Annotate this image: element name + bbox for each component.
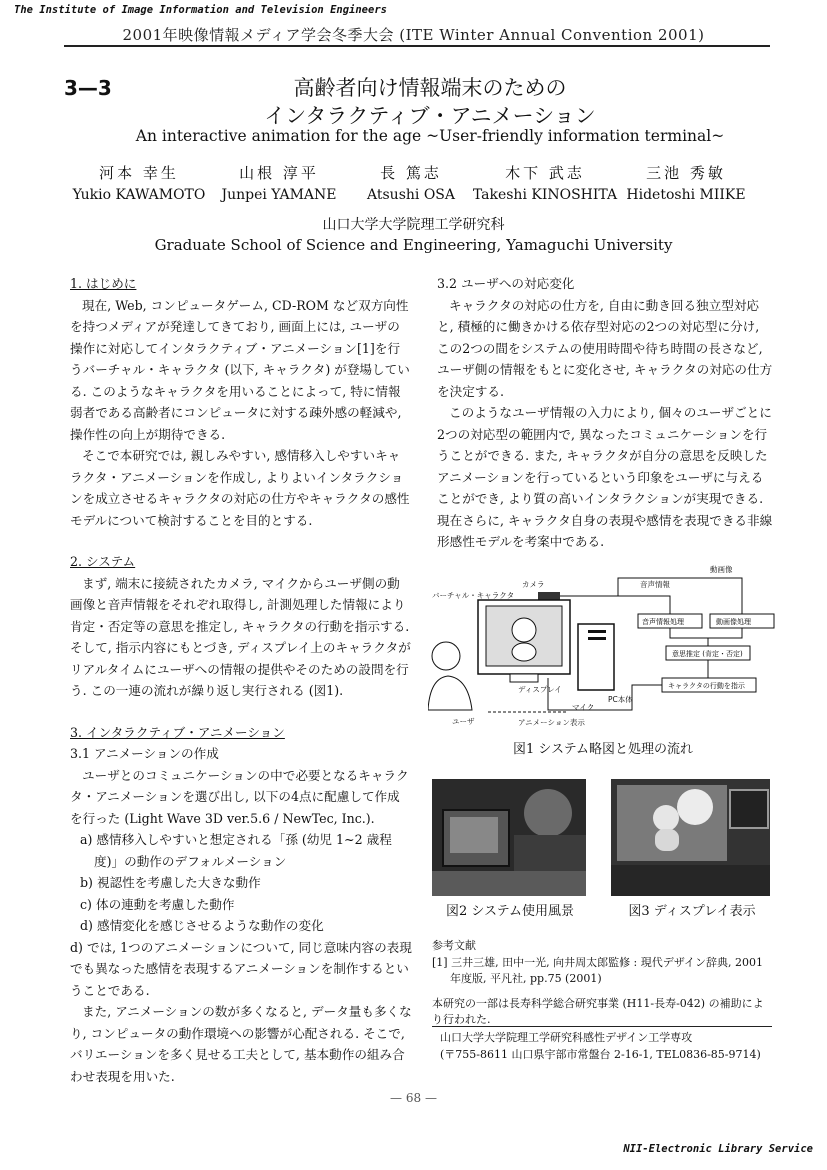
section-heading: 1. はじめに	[70, 276, 137, 291]
subsection-heading: 3.2 ユーザへの対応変化	[437, 276, 575, 291]
affiliation-en: Graduate School of Science and Engineering, Yamaguchi University	[154, 236, 673, 254]
fig1-label-audio: 音声情報	[640, 580, 670, 589]
user-icon	[428, 642, 472, 710]
affiliation-jp: 山口大学大学院理工学研究科	[322, 217, 505, 233]
funding-note: 本研究の一部は長寿科学総合研究事業 (H11-長寿-042) の補助により行われた.	[432, 996, 764, 1026]
paragraph: そこで本研究では, 親しみやすい, 感情移入しやすいキャラクタ・アニメーションを作成し, よりよいインタラクションを成立させるキャラクタの対応の仕方やキャラクタの感性モデルについて検討することを目的とする.	[70, 448, 410, 528]
header-rule	[64, 45, 770, 47]
paper-number: 3—3	[64, 76, 112, 100]
fig1-label-anim: アニメーション表示	[518, 718, 585, 727]
library-footer: NII-Electronic Library Service	[623, 1143, 813, 1155]
camera-icon	[538, 592, 560, 600]
fig1-label-instruct: キャラクタの行動を指示	[668, 682, 745, 690]
fig1-label-camera: カメラ	[522, 580, 545, 589]
subsection-heading: 3.1 アニメーションの作成	[70, 746, 219, 761]
paragraph: このようなユーザ情報の入力により, 個々のユーザごとに2つの対応型の範囲内で, 異なったコミュニケーションを行うことができる. また, キャラクタが自分の意思を反映したアニメーションを行っているという印象をユーザに与えることができ, より質の高いインタラクションが実現できる. 現在さらに, キャラクタ自身の表現や感情を表現できる非線形感性モデルを考案中である.	[437, 405, 773, 549]
pc-tower-icon	[578, 624, 614, 690]
title-jp-line2: インタラクティブ・アニメーション	[264, 104, 596, 128]
list-item: b) 視認性を考慮した大きな動作	[80, 875, 261, 890]
author-jp: 河本 幸生	[99, 164, 179, 182]
author-jp: 木下 武志	[505, 164, 585, 182]
contact-line: (〒755-8611 山口県宇部市常盤台 2-16-1, TEL0836-85-9714)	[440, 1047, 761, 1061]
author-3	[352, 162, 470, 203]
section-heading: 2. システム	[70, 554, 136, 569]
author-4	[470, 162, 620, 203]
paragraph: d) では, 1つのアニメーションについて, 同じ意味内容の表現でも異なった感情を表現するアニメーションを制作するということである.	[70, 939, 412, 998]
fig1-label-intent: 意思推定 (肯定・否定)	[672, 650, 743, 658]
society-header: The Institute of Image Information and Television Engineers	[14, 4, 387, 16]
section-heading: 3. インタラクティブ・アニメーション	[70, 724, 285, 740]
fig1-label-pc: PC本体	[608, 695, 633, 704]
fig1-label-mic: マイク	[572, 703, 595, 712]
page-number: — 68 —	[390, 1091, 437, 1105]
fig1-label-display: ディスプレイ	[518, 685, 562, 694]
paragraph: ユーザとのコミュニケーションの中で必要となるキャラクタ・アニメーションを選び出し, 以下の4点に配慮して作成を行った (Light Wave 3D ver.5.6 / NewTec, Inc.).	[70, 767, 409, 826]
paragraph: まず, 端末に接続されたカメラ, マイクからユーザ側の動画像と音声情報をそれぞれ取得し, 計測処理した情報により肯定・否定等の意思を推定し, キャラクタの行動を指示する. そして, 指示内容にもとづき, ディスプレイ上のキャラクタがリアルタイムにユーザへの情報の提供やそのための設問を行う. この一連の流れが繰り返し実行される (図1).	[70, 575, 411, 698]
author-en: Yukio KAWAMOTO	[72, 187, 206, 203]
contact-line: 山口大学大学院理工学研究科感性デザイン工学専攻	[440, 1031, 693, 1044]
figure3-photo	[611, 779, 770, 896]
title-en: An interactive animation for the age ~User-friendly information terminal~	[135, 127, 725, 145]
author-jp: 三池 秀敏	[646, 164, 726, 182]
paragraph: キャラクタの対応の仕方を, 自由に動き回る独立型対応と, 積極的に働きかける依存型対応の2つの対応型に分け, この2つの間をシステムの使用時間や待ち時間の長さなど, ユーザ側の情報をもとに変化させ, キャラクタの対応の仕方を決定する.	[437, 297, 773, 399]
right-column	[437, 273, 773, 553]
list-item: d) 感情変化を感じさせるような動作の変化	[80, 918, 324, 933]
figure1-caption: 図1 システム略図と処理の流れ	[512, 742, 694, 757]
author-en: Atsushi OSA	[367, 187, 455, 203]
author-en: Hidetoshi MIIKE	[626, 187, 746, 203]
paragraph: また, アニメーションの数が多くなると, データ量も多くなり, コンピュータの動作環境への影響が心配される. そこで, バリエーションを多く見せる工夫として, 基本動作の組み合わせ表現を用いた.	[70, 1004, 412, 1084]
list-item: a) 感情移入しやすいと想定される「孫 (幼児 1~2 歳程度)」の動作のデフォルメーション	[80, 832, 392, 869]
contact	[440, 1030, 775, 1063]
fig1-label-character: バーチャル・キャラクタ	[432, 591, 515, 600]
figure1-diagram	[428, 560, 780, 732]
references	[432, 938, 772, 1029]
character-icon	[512, 618, 536, 642]
paragraph: 現在, Web, コンピュータゲーム, CD-ROM など双方向性を持つメディアが発達してきており, 画面上には, ユーザの操作に対応してインタラクティブ・アニメーション[1]を行うバーチャル・キャラクタ (以下, キャラクタ) が登場している. このようなキャラクタを用いることによって, 特に情報弱者である高齢者にコンピュータに対する疎外感の軽減や, 操作性の向上が期待できる.	[70, 297, 410, 442]
title-jp-line1: 高齢者向け情報端末のための	[293, 76, 567, 100]
list-item: c) 体の連動を考慮した動作	[80, 896, 235, 912]
left-column	[70, 273, 412, 1087]
author-jp: 山根 淳平	[239, 164, 319, 182]
convention-header: 2001年映像情報メディア学会冬季大会 (ITE Winter Annual Convention 2001)	[122, 26, 705, 44]
fig1-label-user: ユーザ	[452, 717, 475, 726]
figure2-caption: 図2 システム使用風景	[445, 904, 575, 919]
fig1-label-video: 動画像	[710, 565, 733, 574]
references-heading: 参考文献	[432, 939, 476, 952]
figure3-caption: 図3 ディスプレイ表示	[628, 904, 756, 919]
author-jp: 長 篤志	[380, 164, 442, 182]
contact-rule	[432, 1026, 772, 1027]
figure2-photo	[432, 779, 586, 896]
reference-item: [1] 三井三雄, 田中一光, 向井周太郎監修 : 現代デザイン辞典, 2001 年度版, 平凡社, pp.75 (2001)	[432, 955, 763, 985]
author-en: Junpei YAMANE	[221, 187, 337, 203]
author-en: Takeshi KINOSHITA	[472, 187, 618, 203]
author-5	[620, 162, 752, 203]
fig1-label-audio-proc: 音声情報処理	[642, 618, 684, 626]
author-2	[212, 162, 346, 203]
author-1	[68, 162, 210, 203]
fig1-label-video-proc: 動画像処理	[716, 618, 751, 626]
